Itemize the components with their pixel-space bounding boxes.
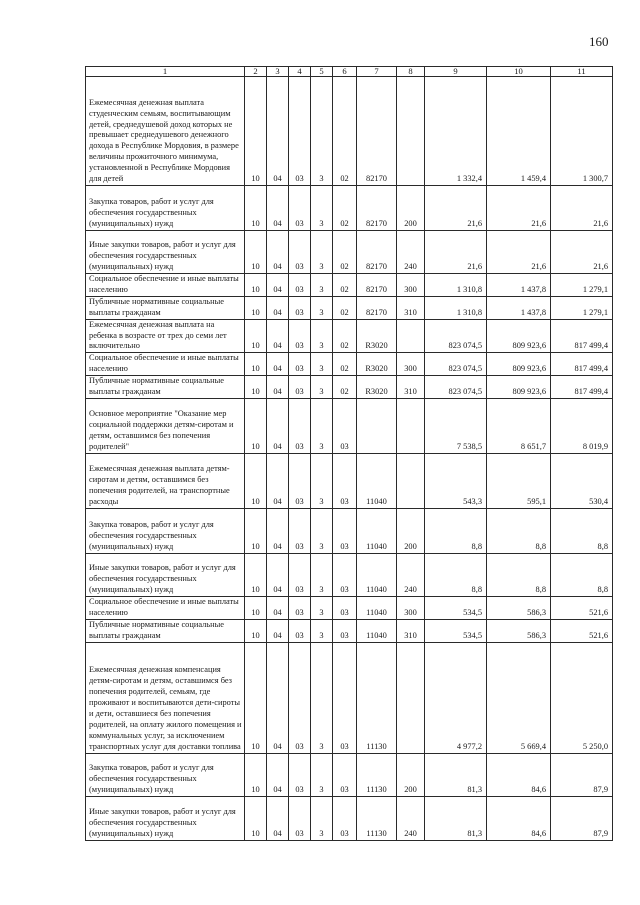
cell-section: 10 [245,796,267,840]
cell-program: 03 [289,508,311,553]
table-row [86,619,613,642]
table-row [86,231,613,274]
cell-subprogram: 3 [311,398,333,453]
cell-year-3: 21,6 [551,231,613,274]
cell-event: 02 [333,77,357,186]
cell-name: Ежемесячная денежная выплата детям-сиротам и детям, оставшимся без попечения родителей, на транспортные расходы [86,453,245,508]
cell-year-3: 521,6 [551,596,613,619]
cell-event: 03 [333,596,357,619]
cell-year-2: 8,8 [487,553,551,596]
cell-year-3: 521,6 [551,619,613,642]
page-number: 160 [589,34,609,49]
cell-expense-type: 200 [397,508,425,553]
cell-subsection: 04 [267,619,289,642]
cell-program: 03 [289,796,311,840]
cell-subprogram: 3 [311,796,333,840]
cell-name: Публичные нормативные социальные выплаты гражданам [86,296,245,319]
cell-section: 10 [245,186,267,231]
cell-subsection: 04 [267,398,289,453]
cell-year-3: 5 250,0 [551,642,613,753]
cell-program: 03 [289,642,311,753]
cell-year-1: 8,8 [425,553,487,596]
cell-year-3: 817 499,4 [551,353,613,376]
cell-expense-type [397,453,425,508]
cell-year-3: 1 279,1 [551,296,613,319]
cell-event: 03 [333,553,357,596]
cell-program: 03 [289,274,311,297]
cell-event: 03 [333,398,357,453]
table-row [86,296,613,319]
cell-expense-type [397,319,425,353]
cell-name: Закупка товаров, работ и услуг для обеспечения государственных (муниципальных) нужд [86,186,245,231]
cell-year-1: 8,8 [425,508,487,553]
cell-subprogram: 3 [311,619,333,642]
table-row [86,398,613,453]
table-row [86,642,613,753]
cell-year-2: 1 459,4 [487,77,551,186]
cell-event: 03 [333,796,357,840]
column-header: 3 [267,67,289,77]
cell-program: 03 [289,453,311,508]
cell-expense-type [397,77,425,186]
cell-name: Иные закупки товаров, работ и услуг для обеспечения государственных (муниципальных) нужд [86,796,245,840]
cell-subprogram: 3 [311,453,333,508]
table-row [86,796,613,840]
cell-subsection: 04 [267,642,289,753]
cell-program: 03 [289,319,311,353]
cell-year-3: 530,4 [551,453,613,508]
cell-year-1: 823 074,5 [425,353,487,376]
cell-expense-type [397,642,425,753]
cell-event: 03 [333,642,357,753]
cell-expense-type: 240 [397,231,425,274]
table-header-row [86,67,613,77]
cell-name: Иные закупки товаров, работ и услуг для обеспечения государственных (муниципальных) нужд [86,553,245,596]
cell-year-2: 586,3 [487,619,551,642]
cell-year-2: 1 437,8 [487,296,551,319]
cell-year-3: 21,6 [551,186,613,231]
column-header: 6 [333,67,357,77]
table-row [86,186,613,231]
cell-event: 03 [333,619,357,642]
cell-expense-type: 200 [397,753,425,796]
cell-year-2: 595,1 [487,453,551,508]
cell-expense-type: 300 [397,274,425,297]
cell-name: Социальное обеспечение и иные выплаты населению [86,596,245,619]
table-row [86,77,613,186]
cell-section: 10 [245,553,267,596]
cell-subprogram: 3 [311,186,333,231]
cell-name: Ежемесячная денежная компенсация детям-сиротам и детям, оставшимся без попечения родителей, семьям, где проживают и воспитываются дети-сироты и дети, оставшиеся без попечения родителей, на оплату жилого помещения и коммунальных услуг, за исключением транспортных услуг для доставки топлива [86,642,245,753]
cell-year-3: 817 499,4 [551,376,613,399]
cell-section: 10 [245,453,267,508]
cell-event: 03 [333,753,357,796]
cell-expense-type [397,398,425,453]
cell-direction: 11130 [357,753,397,796]
cell-year-1: 534,5 [425,596,487,619]
cell-name: Социальное обеспечение и иные выплаты населению [86,353,245,376]
cell-direction: 11040 [357,453,397,508]
cell-year-3: 8,8 [551,553,613,596]
cell-section: 10 [245,642,267,753]
cell-subprogram: 3 [311,296,333,319]
cell-subprogram: 3 [311,353,333,376]
cell-subsection: 04 [267,231,289,274]
cell-name: Закупка товаров, работ и услуг для обеспечения государственных (муниципальных) нужд [86,753,245,796]
cell-year-2: 8 651,7 [487,398,551,453]
cell-subprogram: 3 [311,77,333,186]
cell-expense-type: 200 [397,186,425,231]
cell-year-1: 21,6 [425,231,487,274]
table-row [86,319,613,353]
cell-subprogram: 3 [311,508,333,553]
cell-direction: R3020 [357,353,397,376]
cell-subprogram: 3 [311,596,333,619]
cell-section: 10 [245,376,267,399]
cell-subsection: 04 [267,296,289,319]
cell-event: 02 [333,186,357,231]
cell-subsection: 04 [267,553,289,596]
cell-subsection: 04 [267,274,289,297]
cell-program: 03 [289,77,311,186]
cell-section: 10 [245,596,267,619]
column-header: 10 [487,67,551,77]
cell-program: 03 [289,376,311,399]
cell-subprogram: 3 [311,319,333,353]
cell-event: 02 [333,319,357,353]
column-header: 7 [357,67,397,77]
cell-section: 10 [245,353,267,376]
cell-section: 10 [245,77,267,186]
cell-program: 03 [289,596,311,619]
cell-subprogram: 3 [311,274,333,297]
cell-year-1: 1 310,8 [425,274,487,297]
cell-event: 02 [333,274,357,297]
column-header: 5 [311,67,333,77]
cell-direction: 11040 [357,619,397,642]
cell-section: 10 [245,231,267,274]
cell-direction: 82170 [357,186,397,231]
cell-section: 10 [245,508,267,553]
cell-subprogram: 3 [311,553,333,596]
cell-year-3: 1 279,1 [551,274,613,297]
cell-subprogram: 3 [311,753,333,796]
cell-direction: 11040 [357,553,397,596]
cell-year-1: 81,3 [425,796,487,840]
cell-subsection: 04 [267,453,289,508]
column-header: 2 [245,67,267,77]
cell-year-3: 87,9 [551,753,613,796]
cell-name: Социальное обеспечение и иные выплаты населению [86,274,245,297]
cell-year-1: 4 977,2 [425,642,487,753]
cell-subsection: 04 [267,77,289,186]
column-header: 8 [397,67,425,77]
cell-event: 03 [333,453,357,508]
cell-direction: 11130 [357,796,397,840]
cell-direction [357,398,397,453]
cell-year-2: 809 923,6 [487,319,551,353]
budget-table [85,66,613,841]
cell-event: 02 [333,376,357,399]
cell-year-3: 8 019,9 [551,398,613,453]
cell-subsection: 04 [267,508,289,553]
cell-event: 02 [333,231,357,274]
cell-year-1: 21,6 [425,186,487,231]
cell-expense-type: 240 [397,553,425,596]
cell-name: Закупка товаров, работ и услуг для обеспечения государственных (муниципальных) нужд [86,508,245,553]
table-row [86,753,613,796]
cell-year-2: 21,6 [487,186,551,231]
cell-year-3: 817 499,4 [551,319,613,353]
cell-year-2: 21,6 [487,231,551,274]
cell-year-2: 8,8 [487,508,551,553]
cell-program: 03 [289,186,311,231]
cell-subsection: 04 [267,319,289,353]
cell-year-1: 81,3 [425,753,487,796]
cell-subsection: 04 [267,796,289,840]
column-header: 11 [551,67,613,77]
cell-section: 10 [245,619,267,642]
cell-year-1: 7 538,5 [425,398,487,453]
cell-program: 03 [289,231,311,274]
table-row [86,508,613,553]
cell-program: 03 [289,353,311,376]
table-row [86,596,613,619]
cell-name: Иные закупки товаров, работ и услуг для обеспечения государственных (муниципальных) нужд [86,231,245,274]
cell-name: Основное мероприятие "Оказание мер социальной поддержки детям-сиротам и детям, оставшимся без попечения родителей" [86,398,245,453]
cell-year-1: 534,5 [425,619,487,642]
cell-program: 03 [289,398,311,453]
cell-year-1: 543,3 [425,453,487,508]
cell-expense-type: 310 [397,619,425,642]
cell-year-1: 1 310,8 [425,296,487,319]
cell-expense-type: 300 [397,353,425,376]
cell-direction: 82170 [357,77,397,186]
table-row [86,353,613,376]
cell-direction: 11040 [357,508,397,553]
cell-subsection: 04 [267,376,289,399]
cell-program: 03 [289,296,311,319]
cell-name: Публичные нормативные социальные выплаты гражданам [86,376,245,399]
cell-direction: 82170 [357,274,397,297]
cell-program: 03 [289,619,311,642]
cell-year-3: 8,8 [551,508,613,553]
cell-year-2: 84,6 [487,753,551,796]
column-header: 1 [86,67,245,77]
cell-event: 02 [333,296,357,319]
cell-section: 10 [245,319,267,353]
cell-name: Публичные нормативные социальные выплаты гражданам [86,619,245,642]
cell-subprogram: 3 [311,231,333,274]
cell-subprogram: 3 [311,642,333,753]
cell-expense-type: 240 [397,796,425,840]
cell-event: 02 [333,353,357,376]
cell-year-1: 823 074,5 [425,319,487,353]
cell-direction: R3020 [357,376,397,399]
cell-subprogram: 3 [311,376,333,399]
cell-expense-type: 310 [397,296,425,319]
cell-direction: 11040 [357,596,397,619]
cell-direction: R3020 [357,319,397,353]
cell-section: 10 [245,398,267,453]
cell-direction: 82170 [357,231,397,274]
cell-section: 10 [245,296,267,319]
column-header: 9 [425,67,487,77]
cell-direction: 11130 [357,642,397,753]
cell-name: Ежемесячная денежная выплата студенческим семьям, воспитывающим детей, среднедушевой доход которых не превышает среднедушевого денежного дохода в Республике Мордовия, в размере величины прожиточного минимума, установленной в Республике Мордовия для детей [86,77,245,186]
cell-section: 10 [245,753,267,796]
cell-expense-type: 300 [397,596,425,619]
cell-year-2: 1 437,8 [487,274,551,297]
cell-name: Ежемесячная денежная выплата на ребенка в возрасте от трех до семи лет включительно [86,319,245,353]
cell-year-2: 586,3 [487,596,551,619]
cell-subsection: 04 [267,353,289,376]
cell-year-2: 809 923,6 [487,376,551,399]
table-row [86,376,613,399]
cell-year-3: 1 300,7 [551,77,613,186]
cell-year-1: 1 332,4 [425,77,487,186]
table-row [86,553,613,596]
cell-year-2: 84,6 [487,796,551,840]
table-row [86,274,613,297]
cell-program: 03 [289,753,311,796]
cell-subsection: 04 [267,186,289,231]
cell-subsection: 04 [267,596,289,619]
cell-year-2: 5 669,4 [487,642,551,753]
cell-section: 10 [245,274,267,297]
cell-event: 03 [333,508,357,553]
cell-subsection: 04 [267,753,289,796]
cell-program: 03 [289,553,311,596]
cell-expense-type: 310 [397,376,425,399]
cell-year-1: 823 074,5 [425,376,487,399]
cell-year-2: 809 923,6 [487,353,551,376]
column-header: 4 [289,67,311,77]
cell-year-3: 87,9 [551,796,613,840]
table-row [86,453,613,508]
cell-direction: 82170 [357,296,397,319]
